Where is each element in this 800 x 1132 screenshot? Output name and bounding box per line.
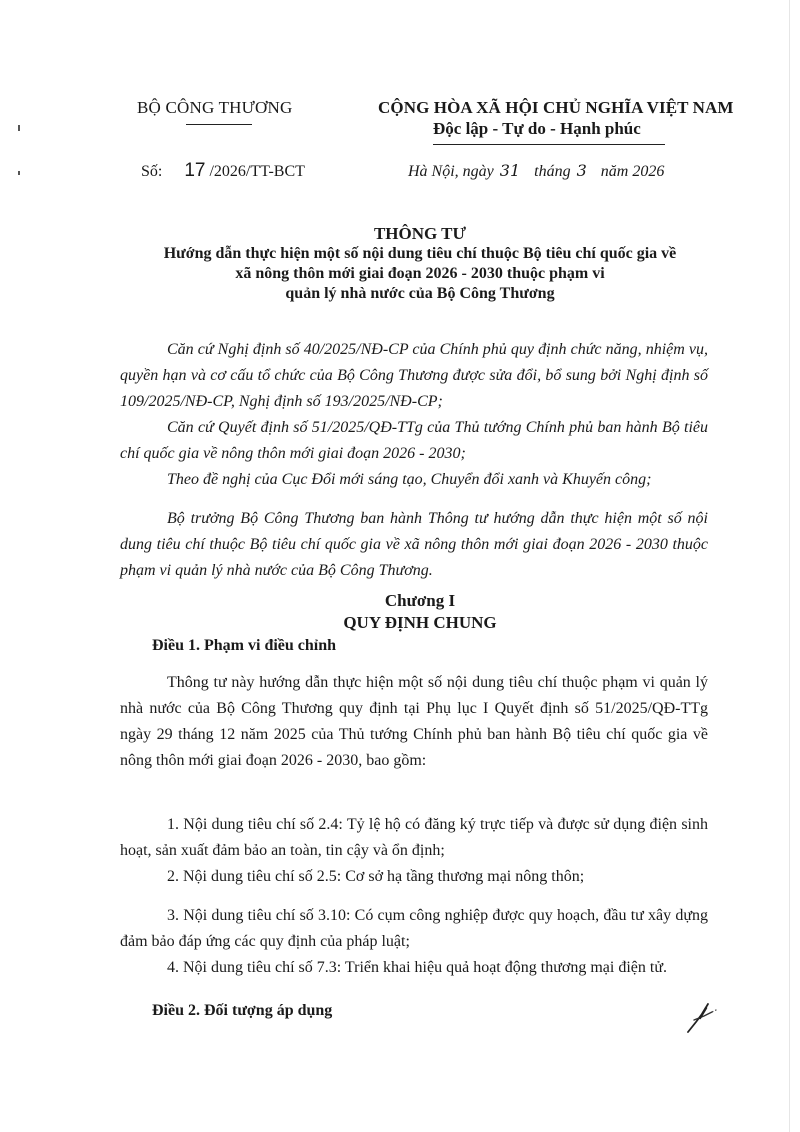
chapter-heading bbox=[120, 590, 720, 634]
chapter-title: QUY ĐỊNH CHUNG bbox=[343, 613, 497, 632]
document-number bbox=[141, 160, 305, 182]
article-item: 4. Nội dung tiêu chí số 7.3: Triển khai hiệu quả hoạt động thương mại điện tử. bbox=[167, 959, 667, 976]
national-title: CỘNG HÒA XÃ HỘI CHỦ NGHĨA VIỆT NAM bbox=[378, 98, 734, 117]
date-month-handwritten: 3 bbox=[576, 161, 587, 180]
scan-mark bbox=[18, 171, 20, 175]
preamble-paragraph: Theo đề nghị của Cục Đổi mới sáng tạo, Chuyển đổi xanh và Khuyến công; bbox=[167, 471, 652, 488]
preamble-paragraph: Căn cứ Nghị định số 40/2025/NĐ-CP của Chính phủ quy định chức năng, nhiệm vụ, quyền hạn và cơ cấu tổ chức của Bộ Công Thương được sửa đổi, bổ sung bởi Nghị định số 109/2025/NĐ-CP, Nghị định số 193/2025/NĐ-CP; bbox=[120, 341, 708, 410]
date-year: năm 2026 bbox=[600, 163, 665, 180]
document-title bbox=[120, 224, 720, 304]
preamble-paragraph: Bộ trưởng Bộ Công Thương ban hành Thông tư hướng dẫn thực hiện một số nội dung tiêu chí thuộc Bộ tiêu chí quốc gia về xã nông thôn mới giai đoạn 2026 - 2030 thuộc phạm vi quản lý nhà nước của Bộ Công Thương. bbox=[120, 510, 708, 579]
date-month-label: tháng bbox=[534, 163, 571, 180]
issue-date bbox=[408, 161, 664, 181]
issuing-ministry: BỘ CÔNG THƯƠNG bbox=[137, 98, 293, 117]
article-item: 1. Nội dung tiêu chí số 2.4: Tỷ lệ hộ có đăng ký trực tiếp và được sử dụng điện sinh hoạt, sản xuất đảm bảo an toàn, tin cậy và ổn định; bbox=[120, 816, 708, 859]
article-paragraph: Thông tư này hướng dẫn thực hiện một số nội dung tiêu chí thuộc phạm vi quản lý nhà nước của Bộ Công Thương quy định tại Phụ lục I Quyết định số 51/2025/QĐ-TTg ngày 29 tháng 12 năm 2025 của Thủ tướng Chính phủ ban hành Bộ tiêu chí quốc gia về nông thôn mới giai đoạn 2026 - 2030, bao gồm: bbox=[120, 674, 708, 769]
preamble-paragraph: Căn cứ Quyết định số 51/2025/QĐ-TTg của Thủ tướng Chính phủ ban hành Bộ tiêu chí quốc gia về nông thôn mới giai đoạn 2026 - 2030; bbox=[120, 419, 708, 462]
article-item: 2. Nội dung tiêu chí số 2.5: Cơ sở hạ tầng thương mại nông thôn; bbox=[167, 868, 585, 885]
doc-number-label: Số: bbox=[141, 163, 163, 180]
article-item: 3. Nội dung tiêu chí số 3.10: Có cụm công nghiệp được quy hoạch, đầu tư xây dựng đảm bảo đáp ứng các quy định của pháp luật; bbox=[120, 907, 708, 950]
scan-edge bbox=[789, 0, 790, 1132]
date-prefix: Hà Nội, ngày bbox=[408, 163, 494, 180]
motto-underline bbox=[433, 144, 665, 145]
document-type: THÔNG TƯ bbox=[373, 224, 467, 243]
doc-number-suffix: /2026/TT-BCT bbox=[209, 163, 305, 180]
date-day-handwritten: 31 bbox=[499, 161, 521, 180]
doc-number-handwritten: 17 bbox=[184, 160, 206, 181]
initial-signature-mark bbox=[682, 996, 722, 1036]
title-line: Hướng dẫn thực hiện một số nội dung tiêu chí thuộc Bộ tiêu chí quốc gia về bbox=[163, 245, 677, 262]
scan-mark bbox=[18, 125, 20, 131]
ministry-underline bbox=[186, 124, 252, 125]
title-line: quản lý nhà nước của Bộ Công Thương bbox=[285, 285, 555, 302]
article-heading: Điều 1. Phạm vi điều chỉnh bbox=[152, 637, 337, 654]
chapter-number: Chương I bbox=[384, 591, 456, 610]
title-line: xã nông thôn mới giai đoạn 2026 - 2030 thuộc phạm vi bbox=[235, 265, 605, 282]
article-heading: Điều 2. Đối tượng áp dụng bbox=[152, 1002, 333, 1019]
national-motto: Độc lập - Tự do - Hạnh phúc bbox=[433, 119, 641, 138]
